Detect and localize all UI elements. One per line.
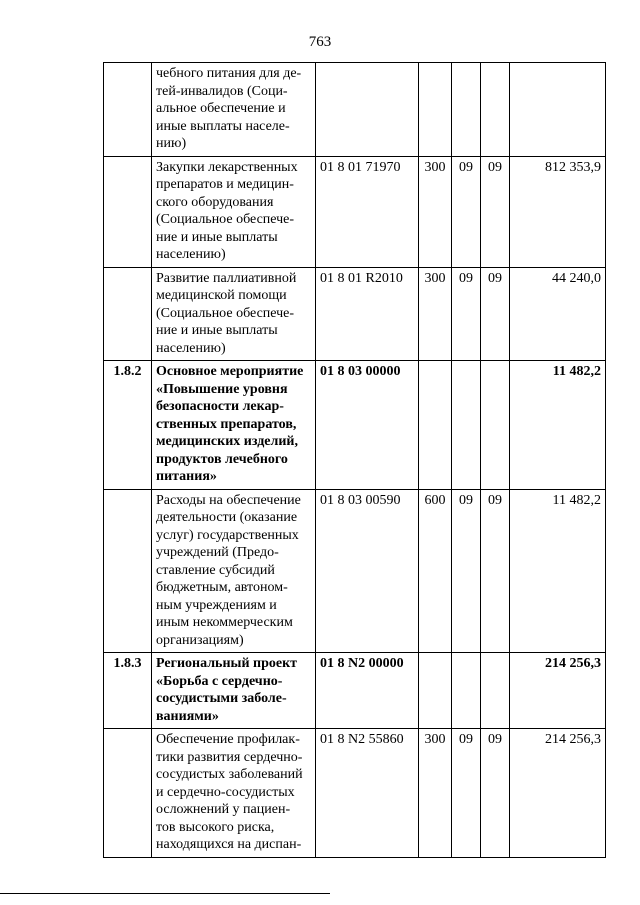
row-section [452, 361, 481, 490]
row-expense-type: 600 [419, 489, 452, 653]
row-number [104, 267, 152, 361]
table-row [104, 653, 606, 729]
table-row [104, 361, 606, 490]
table-row [104, 729, 606, 858]
row-section [452, 63, 481, 157]
row-name [152, 156, 316, 267]
row-section [452, 653, 481, 729]
row-name [152, 361, 316, 490]
table-row [104, 63, 606, 157]
budget-table [103, 62, 606, 858]
row-amount: 11 482,2 [510, 489, 606, 653]
row-name-text: Закупки лекарственных препаратов и медицин- ского оборудования (Социальное обеспече- ние и иные выплаты населению) [156, 159, 298, 262]
row-number [104, 489, 152, 653]
footnote-divider [0, 893, 330, 894]
table-row [104, 489, 606, 653]
page-number: 763 [308, 34, 332, 50]
row-name-text: Развитие паллиативной медицинской помощи (Социальное обеспече- ние и иные выплаты населению) [156, 270, 297, 356]
table-row [104, 156, 606, 267]
row-name-text: Расходы на обеспечение деятельности (оказание услуг) государственных учреждений (Предо- ставление субсидий бюджетным, автоном- ным учреждениям и иным некоммерческим организациям) [156, 492, 301, 648]
row-subsection: 09 [481, 156, 510, 267]
row-expense-type [419, 361, 452, 490]
row-name [152, 729, 316, 858]
row-target-article: 01 8 03 00000 [316, 361, 419, 490]
row-subsection: 09 [481, 489, 510, 653]
row-expense-type: 300 [419, 156, 452, 267]
row-target-article: 01 8 N2 55860 [316, 729, 419, 858]
row-number: 1.8.3 [104, 653, 152, 729]
row-name-text: Региональный проект «Борьба с сердечно- сосудистыми заболе- ваниями» [156, 656, 298, 724]
row-amount: 214 256,3 [510, 729, 606, 858]
row-target-article: 01 8 03 00590 [316, 489, 419, 653]
row-amount: 812 353,9 [510, 156, 606, 267]
row-expense-type: 300 [419, 267, 452, 361]
row-amount [510, 63, 606, 157]
row-amount: 214 256,3 [510, 653, 606, 729]
row-name [152, 489, 316, 653]
row-expense-type: 300 [419, 729, 452, 858]
table-body [104, 63, 606, 858]
row-section: 09 [452, 267, 481, 361]
row-target-article: 01 8 01 71970 [316, 156, 419, 267]
row-target-article: 01 8 N2 00000 [316, 653, 419, 729]
row-number [104, 729, 152, 858]
row-expense-type [419, 63, 452, 157]
row-section: 09 [452, 729, 481, 858]
row-amount: 44 240,0 [510, 267, 606, 361]
table-row [104, 267, 606, 361]
row-target-article: 01 8 01 R2010 [316, 267, 419, 361]
row-name [152, 267, 316, 361]
row-subsection: 09 [481, 267, 510, 361]
row-subsection: 09 [481, 729, 510, 858]
row-target-article [316, 63, 419, 157]
row-name-text: Основное мероприятие «Повышение уровня безопасности лекар- ственных препаратов, медицинских изделий, продуктов лечебного питания» [156, 364, 304, 484]
row-name [152, 63, 316, 157]
row-number [104, 63, 152, 157]
row-name-text: Обеспечение профилак- тики развития сердечно- сосудистых заболеваний и сердечно-сосудистых осложнений у пациен- тов высокого риска, находящихся на диспан- [156, 732, 303, 852]
row-name-text: чебного питания для де- тей-инвалидов (Соци- альное обеспечение и иные выплаты населе- нию) [156, 66, 302, 151]
row-expense-type [419, 653, 452, 729]
row-section: 09 [452, 156, 481, 267]
row-name [152, 653, 316, 729]
row-subsection [481, 361, 510, 490]
row-subsection [481, 653, 510, 729]
row-subsection [481, 63, 510, 157]
row-section: 09 [452, 489, 481, 653]
row-number [104, 156, 152, 267]
row-number: 1.8.2 [104, 361, 152, 490]
row-amount: 11 482,2 [510, 361, 606, 490]
